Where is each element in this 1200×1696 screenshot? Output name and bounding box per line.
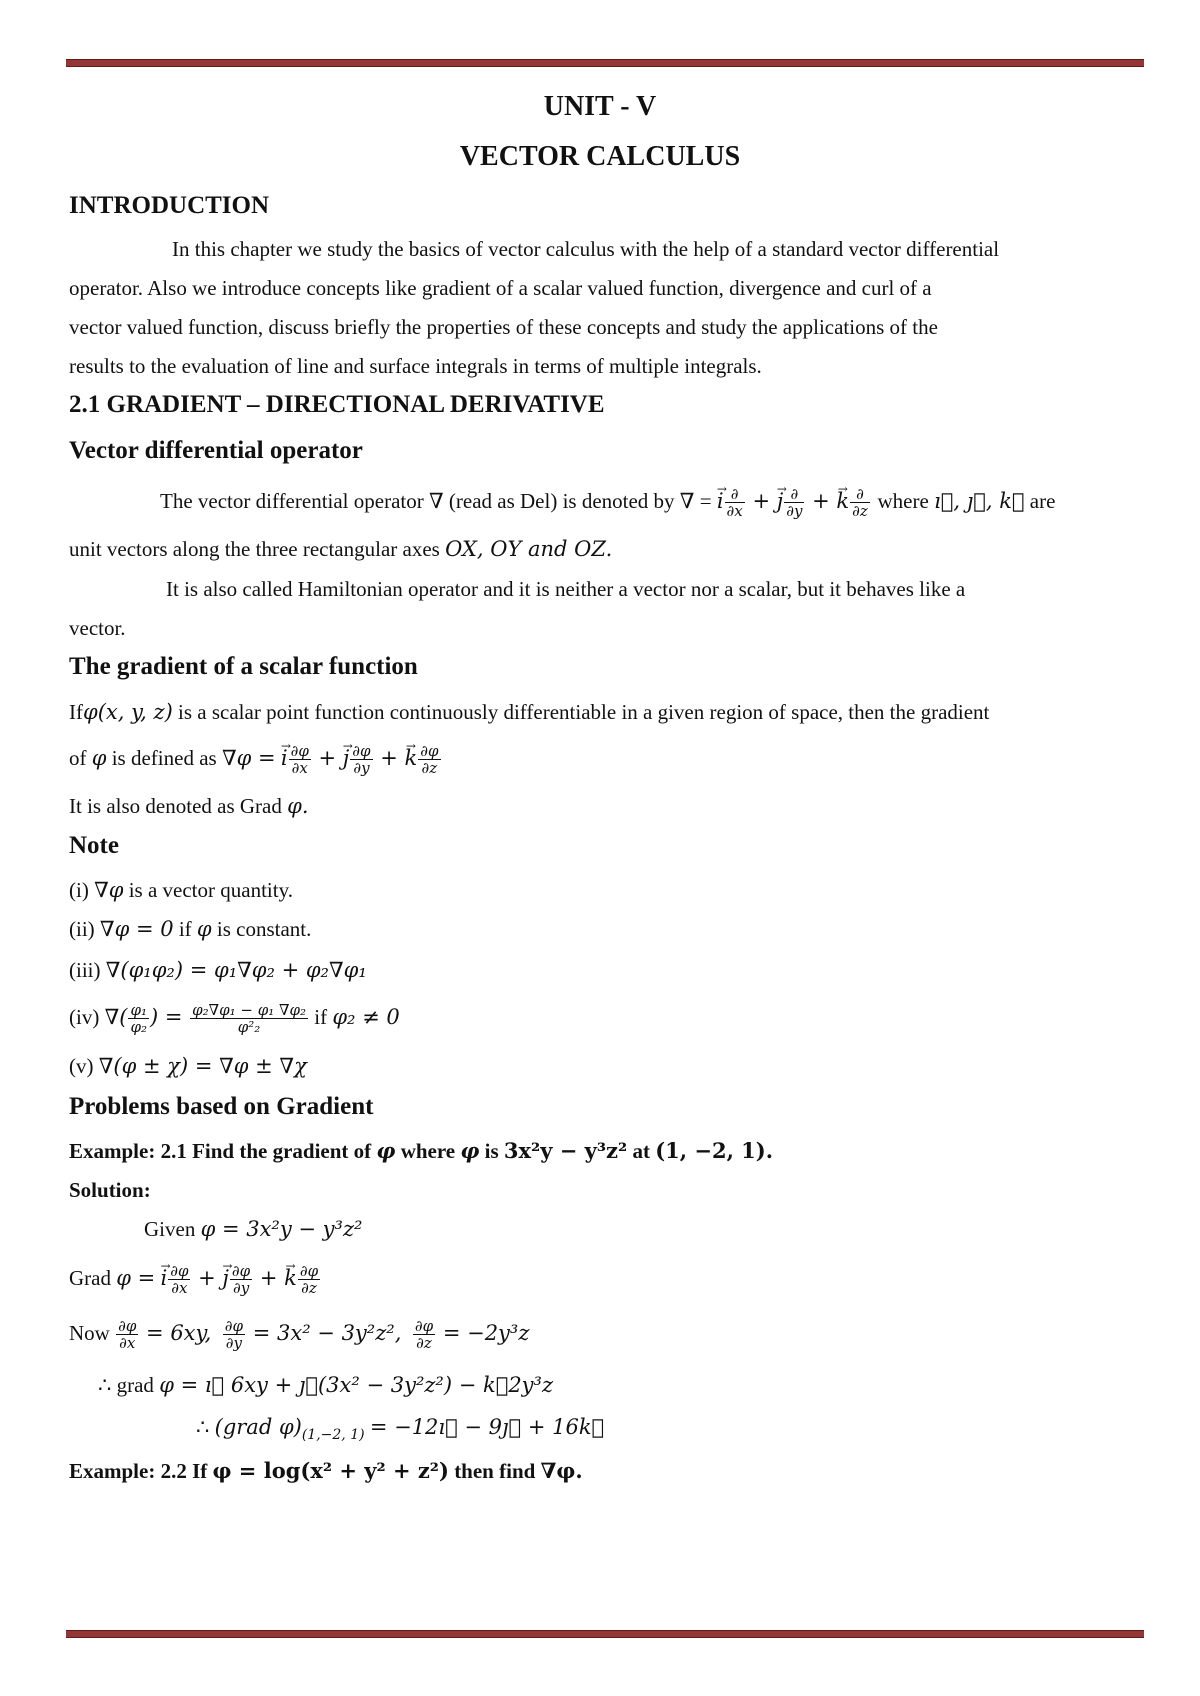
example-prefix: Example: 2.1 Find the gradient of [69,1139,372,1163]
vdo-heading: Vector differential operator [69,437,363,464]
example-expr: φ = log(x² + y² + z²) [212,1458,449,1483]
example-is: is [484,1139,499,1163]
note-item [69,877,293,903]
note-den: φ₂ [130,1018,147,1036]
intro-line: vector valued function, discuss briefly the properties of these concepts and study the applications of the [69,315,938,339]
vdo-text: The vector differential operator ∇ (read as Del) is denoted by ∇ = [160,489,712,513]
note-math: ∇φ = 0 [99,917,174,941]
vdo-are: are [1029,489,1056,513]
final-lhs: (grad φ) [214,1415,302,1439]
gradient-grad-phi: φ. [287,794,309,818]
therefore-symbol: ∴ [196,1415,210,1439]
now-label: Now [69,1321,110,1345]
final-value: = −12ı⃗ − 9ȷ⃗ + 16k⃗ [369,1415,605,1439]
given-label: Given [144,1217,196,1241]
gradient-grad-line [69,793,309,819]
grad-label: Grad [69,1266,111,1290]
example-target: ∇φ. [540,1458,583,1483]
unit-heading: UNIT - V [543,91,657,122]
final-point: (1,−2, 1) [301,1427,365,1444]
note-label: (i) [69,878,89,902]
note-item [69,957,367,983]
partial-x: $\frac{\partial\varphi}{\partial x}$ = 6xy, [118,1317,212,1352]
note-heading: Note [69,832,119,859]
note-label: (iii) [69,958,101,982]
note-item [69,916,311,942]
note-item [69,1002,400,1035]
example-at: at [632,1139,650,1163]
page-title: VECTOR CALCULUS [459,141,741,172]
gradient-formula: → i $\frac{\partial\varphi}{\partial x}$ + → j $\frac{\partial\varphi}{\partial y}$ + → k $\frac{\partial\varphi}{\partial z}$ [281,746,442,770]
gradient-of: of [69,746,87,770]
partial-z-value: = −2y³z [442,1321,530,1345]
grad-phi: φ = [116,1266,156,1290]
note-label: (iv) [69,1005,100,1029]
vdo-formula: → i $\frac{\partial}{\partial x}$ + → j $\frac{\partial}{\partial y}$ + → k $\frac{\partial}{\partial z}$ [717,489,878,513]
solution-final [196,1414,604,1448]
example-suffix: then find [454,1459,536,1483]
example-point: (1, −2, 1). [655,1138,774,1163]
vdo-axes-line [69,536,612,562]
solution-grad [69,1263,321,1296]
example-expr: 3x²y − y³z² [503,1138,628,1163]
vdo-hamiltonian: It is also called Hamiltonian operator and it is neither a vector nor a scalar, but it behaves like a [166,577,966,601]
solution-given [144,1216,362,1242]
section-heading: 2.1 GRADIENT – DIRECTIONAL DERIVATIVE [69,391,605,418]
note-text: if [314,1005,328,1029]
intro-line: results to the evaluation of line and surface integrals in terms of multiple integrals. [69,354,762,378]
note-text: is a vector quantity. [128,878,293,902]
vdo-axes: OX, OY and OZ. [445,537,613,561]
note-math: φ [196,917,212,941]
note-math: ∇(φ ± χ) = ∇φ ± ∇χ [98,1054,307,1078]
vdo-vector: vector. [69,616,126,640]
solution-label: Solution: [69,1178,151,1202]
vdo-definition [160,486,1055,519]
grad-formula: → i $\frac{\partial\varphi}{\partial x}$ + → j $\frac{\partial\varphi}{\partial y}$ + → k $\frac{\partial\varphi}{\partial z}$ [160,1266,321,1290]
gradient-grad-text: It is also denoted as Grad [69,794,282,818]
solution-partials [69,1318,529,1351]
intro-heading: INTRODUCTION [69,192,270,219]
note-quotient: ∇( $\frac{\text{φ₁}}{\text{φ₂}}$ ) = $\frac{\text{φ₂∇φ₁ − φ₁ ∇φ₂}}{\text{φ²₂}}$ [104,1001,306,1036]
note-text: is constant. [216,917,312,941]
top-rule [66,59,1144,67]
therefore-grad: ∴ grad [98,1373,154,1397]
example-phi: φ [376,1138,396,1163]
vdo-axes-text: unit vectors along the three rectangular axes [69,537,440,561]
problems-heading: Problems based on Gradient [69,1093,374,1120]
gradient-phi: φ [91,746,107,770]
example-2-1 [69,1138,773,1164]
intro-line: In this chapter we study the basics of vector calculus with the help of a standard vector differential [172,237,1000,261]
vdo-where: where [877,489,929,513]
example-phi: φ [460,1138,480,1163]
gradient-lhs: ∇φ = [221,746,276,770]
note-label: (v) [69,1054,94,1078]
note-item [69,1053,307,1079]
note-label: (ii) [69,917,95,941]
gradient-phi-xyz: φ(x, y, z) [83,700,173,724]
partial-x-value: = 6xy, [146,1321,212,1345]
note-num: φ₁ [130,1001,147,1019]
vdo-unit-vectors: ı⃗, ȷ⃗, k⃗ [934,489,1025,513]
given-expr: φ = 3x²y − y³z² [200,1217,363,1241]
example-2-2 [69,1458,583,1484]
intro-line: operator. Also we introduce concepts like gradient of a scalar valued function, divergence and curl of a [69,276,932,300]
note-math: ∇φ [94,878,124,902]
gradient-defined-as: is defined as [111,746,217,770]
example-where: where [400,1139,456,1163]
bottom-rule [66,1630,1144,1638]
note-math: φ₂ ≠ 0 [332,1005,400,1029]
note-num: φ₂∇φ₁ − φ₁ ∇φ₂ [192,1001,306,1019]
solution-grad-result [98,1372,553,1398]
gradient-formula-line [69,743,442,776]
partial-z: $\frac{\partial\varphi}{\partial z}$ = −2y³z [414,1317,530,1352]
gradient-definition-line [69,699,989,725]
gradient-def-text: is a scalar point function continuously differentiable in a given region of space, then the gradient [178,700,990,724]
example-prefix: Example: 2.2 If [69,1459,208,1483]
partial-y-value: = 3x² − 3y²z², [252,1321,402,1345]
note-math: ∇(φ₁φ₂) = φ₁∇φ₂ + φ₂∇φ₁ [105,958,367,982]
grad-result: φ = ı⃗ 6xy + ȷ⃗(3x² − 3y²z²) − k⃗2y³z [159,1373,554,1397]
gradient-if: If [69,700,83,724]
note-text: if [178,917,192,941]
note-den: φ²₂ [237,1018,261,1036]
gradient-heading: The gradient of a scalar function [69,653,418,680]
partial-y: $\frac{\partial\varphi}{\partial y}$ = 3x² − 3y²z², [224,1317,402,1352]
